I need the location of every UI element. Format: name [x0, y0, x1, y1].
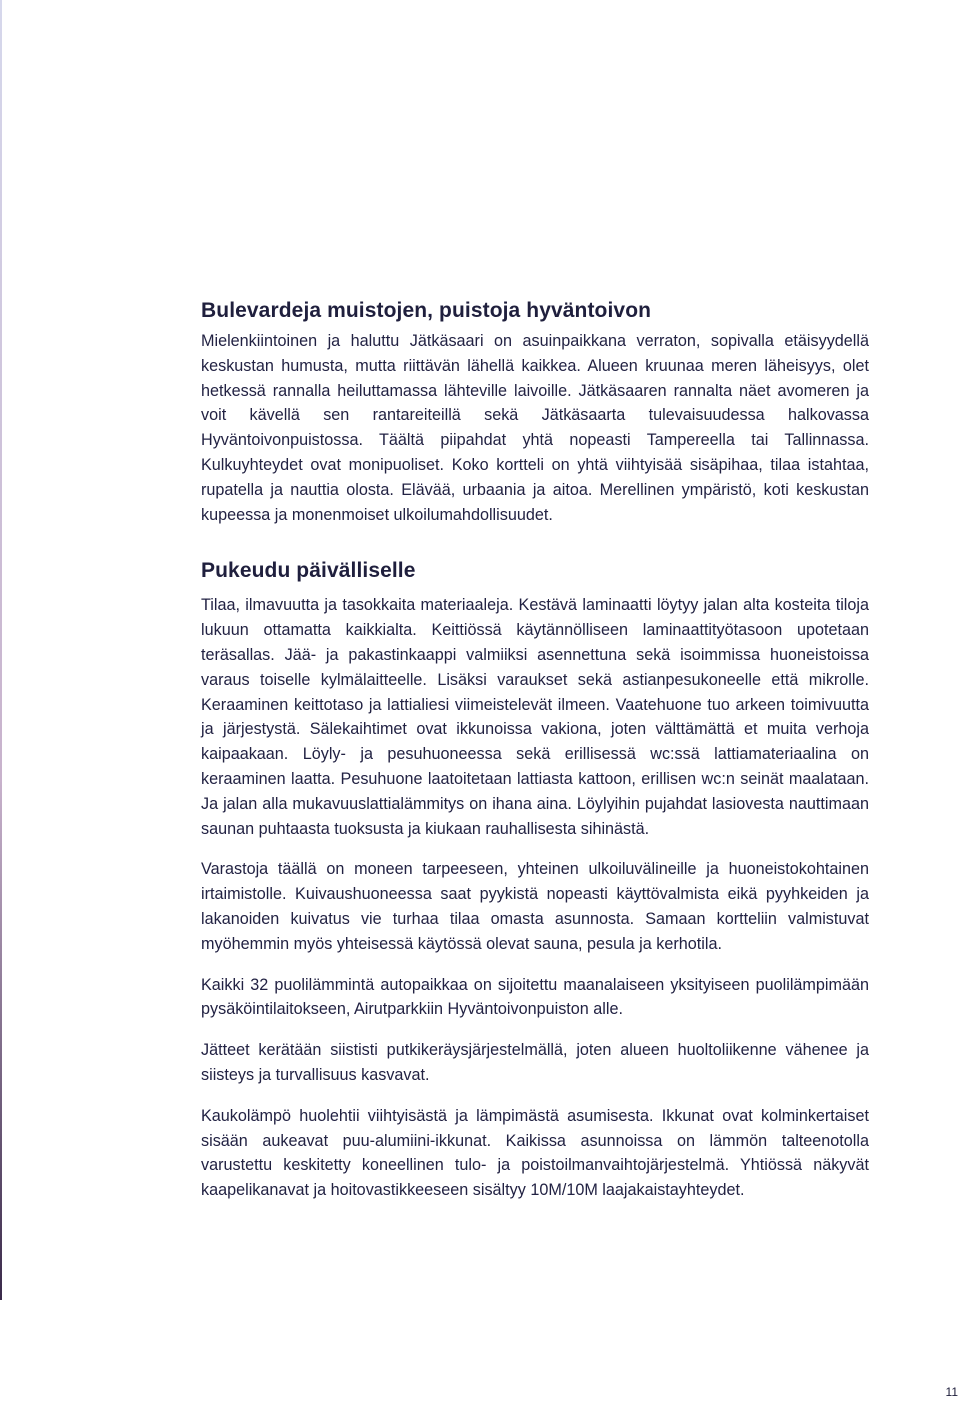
document-body [201, 296, 869, 1203]
section-paragraph-intro: Mielenkiintoinen ja haluttu Jätkäsaari on asuinpaikkana verraton, sopivalla etäisyydellä keskustan humusta, mutta riittävän lähellä kaikkea. Alueen kruunaa meren läheisyys, olet hetkessä rannalla heiluttamassa lähteville laivoille. Jätkäsaaren rannalta näet avomeren ja voit kävellä sen rantareiteillä sekä Jätkäsaarta tulevaisuudessa halkovassa Hyväntoivonpuistossa. Täältä piipahdat yhtä nopeasti Tampereella tai Tallinnassa. Kulkuyhteydet ovat monipuoliset. Koko kortteli on yhtä viihtyisää sisäpihaa, tilaa istahtaa, rupatella ja nauttia olosta. Elävää, urbaania ja aitoa. Merellinen ympäristö, koti keskustan kupeessa ja monenmoiset ulkoilumahdollisuudet. [201, 332, 869, 524]
section-heading-bulevardeja: Bulevardeja muistojen, puistoja hyväntoivon [201, 299, 652, 322]
paragraph-storage: Varastoja täällä on moneen tarpeeseen, yhteinen ulkoiluvälineille ja huoneistokohtainen irtaimistolle. Kuivaushuoneessa saat pyykistä nopeasti käyttövalmista eikä pyyhkeiden ja lakanoiden kuivatus vie turhaa tilaa omasta asunnosta. Samaan kortteliin valmistuvat myöhemmin myös yhteisessä käytössä olevat sauna, pesula ja kerhotila. [201, 860, 869, 953]
page-number: 11 [945, 1385, 958, 1399]
paragraph-heating: Kaukolämpö huolehtii viihtyisästä ja lämpimästä asumisesta. Ikkunat ovat kolminkertaiset sisään aukeavat puu-alumiini-ikkunat. Kaikissa asunnoissa on lämmön talteenotolla varustettu keskitetty koneellinen tulo- ja poistoilmanvaihtojärjestelmä. Yhtiössä näkyvät kaapelikanavat ja hoitovastikkeeseen sisältyy 10M/10M laajakaistayhteydet. [201, 1106, 869, 1200]
paragraph-waste: Jätteet kerätään siististi putkikeräysjärjestelmällä, joten alueen huoltoliikenne vähenee ja siisteys ja turvallisuus kasvavat. [201, 1041, 869, 1084]
paragraph-parking: Kaikki 32 puolilämmintä autopaikkaa on sijoitettu maanalaiseen yksityiseen puolilämpimään pysäköintilaitokseen, Airutparkkiin Hyväntoivonpuiston alle. [201, 975, 869, 1019]
section-heading-pukeudu: Pukeudu päivälliselle [201, 559, 416, 583]
page-edge-line [0, 0, 2, 1300]
paragraph-materials: Tilaa, ilmavuutta ja tasokkaita materiaaleja. Kestävä laminaatti löytyy jalan alta kosteita tiloja lukuun ottamatta kaikkialta. Keittiössä käytännölliseen laminaattityötasoon upotetaan teräsallas. Jää- ja pakastinkaappi valmiiksi asennettuna sekä isoimmissa huoneistoissa varaus toiselle kylmälaitteelle. Lisäksi varaukset sekä astianpesukoneelle että mikrolle. Keraaminen keittotaso ja lattialiesi viimeistelevät ilmeen. Vaatehuone tuo arkeen toimivuutta ja järjestystä. Sälekaihtimet ovat ikkunoissa vakiona, joten välttämättä et muita verhoja kaipaakaan. Löyly- ja pesuhuoneessa sekä erillisessä wc:ssä lattiamateriaalina on keraaminen laatta. Pesuhuone laatoitetaan lattiasta kattoon, erillisen wc:n seinät maalataan. Ja jalan alla mukavuuslattialämmitys on ihana aina. Löylyihin pujahdat lasiovesta nauttimaan saunan puhtaasta tuoksusta ja kiukaan rauhallisesta sihinästä. [201, 596, 869, 838]
